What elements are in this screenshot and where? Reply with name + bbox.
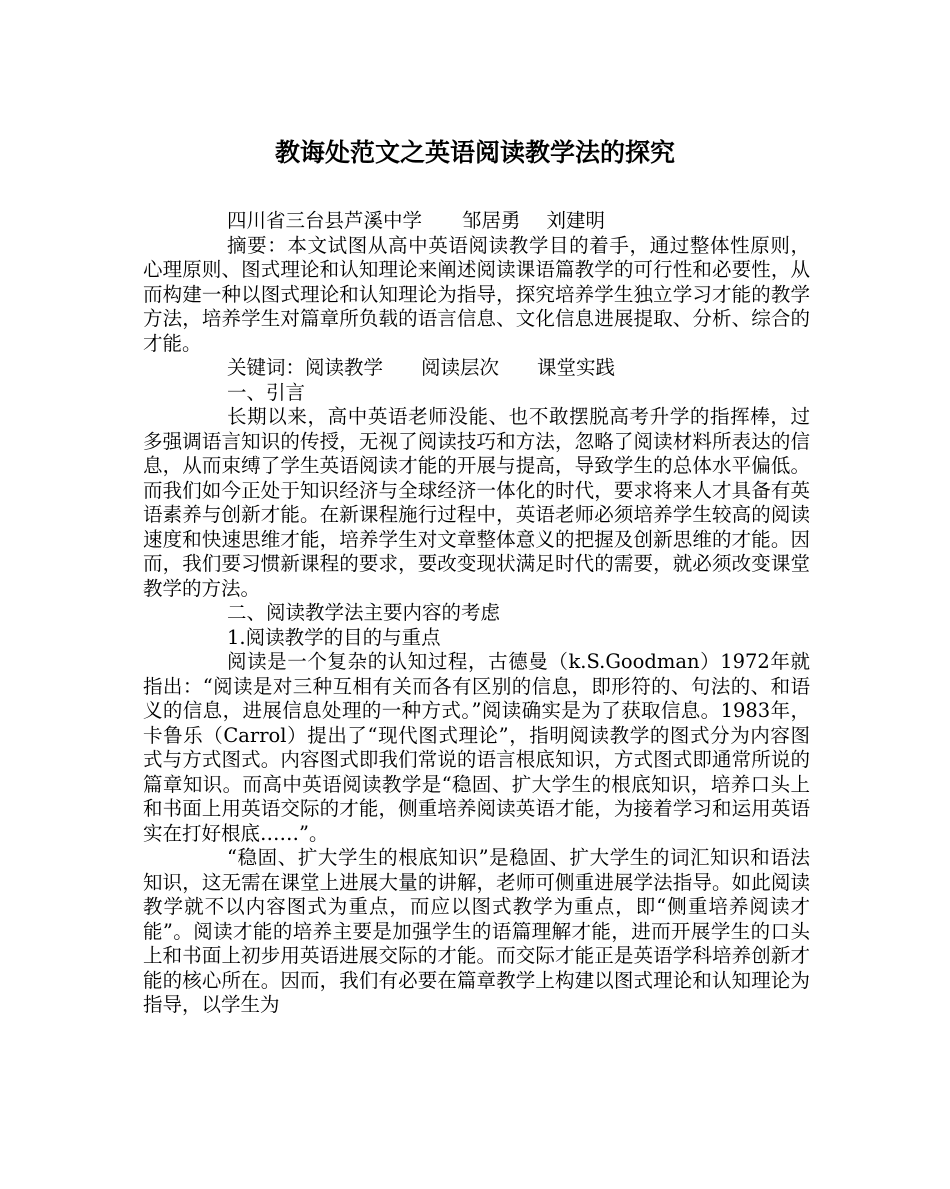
subsection-1-heading: 1.阅读教学的目的与重点 (227, 625, 441, 649)
consolidate-paragraph: “稳固、扩大学生的根底知识”是稳固、扩大学生的词汇知识和语法知识，这无需在课堂上进展大量的讲解，老师可侧重进展学法指导。如此阅读教学就不以内容图式为重点，而应以图式教学为重点，即“侧重培养阅读才能”。阅读才能的培养主要是加强学生的语篇理解才能，进而开展学生的口头上和书面上初步用英语进展交际的才能。而交际才能正是英语学科培养创新才能的核心所在。因而，我们有必要在篇章教学上构建以图式理论和认知理论为指导，以学生为 (143, 846, 810, 1016)
goodman-paragraph: 阅读是一个复杂的认知过程，古德曼（k.S.Goodman）1972年就指出：“阅读是对三种互相有关而各有区别的信息，即形符的、句法的、和语义的信息，进展信息处理的一种方式。”阅读确实是为了获取信息。1983年，卡鲁乐（Carrol）提出了“现代图式理论”，指明阅读教学的图式分为内容图式与方式图式。内容图式即我们常说的语言根底知识，方式图式即通常所说的篇章知识。而高中英语阅读教学是“稳固、扩大学生的根底知识，培养口头上和书面上用英语交际的才能，侧重培养阅读英语才能，为接着学习和运用英语实在打好根底……”。 (143, 650, 810, 845)
byline (143, 209, 810, 234)
keyword-2: 阅读层次 (421, 356, 500, 379)
abstract-paragraph: 摘要：本文试图从高中英语阅读教学目的着手，通过整体性原则，心理原则、图式理论和认知理论来阐述阅读课语篇教学的可行性和必要性，从而构建一种以图式理论和认知理论为指导，探究培养学生独立学习才能的教学方法，培养学生对篇章所负载的语言信息、文化信息进展提取、分析、综合的才能。 (143, 233, 810, 355)
keyword-3: 课堂实践 (537, 356, 616, 379)
section-2-heading: 二、阅读教学法主要内容的考虑 (227, 601, 501, 624)
section-1-heading: 一、引言 (227, 380, 306, 404)
byline-author-2: 刘建明 (546, 209, 606, 232)
keywords-line (143, 356, 810, 381)
keywords-label: 关键词：阅读教学 (227, 356, 384, 379)
section-1-paragraph: 长期以来，高中英语老师没能、也不敢摆脱高考升学的指挥棒，过多强调语言知识的传授，无视了阅读技巧和方法，忽略了阅读材料所表达的信息，从而束缚了学生英语阅读才能的开展与提高，导致学生的总体水平偏低。而我们如今正处于知识经济与全球经济一体化的时代，要求将来人才具备有英语素养与创新才能。在新课程施行过程中，英语老师必须培养学生较高的阅读速度和快速思维才能，培养学生对文章整体意义的把握及创新思维的才能。因而，我们要习惯新课程的要求，要改变现状满足时代的需要，就必须改变课堂教学的方法。 (143, 405, 810, 600)
document-body (143, 209, 810, 1018)
byline-school: 四川省三台县芦溪中学 (227, 209, 423, 232)
byline-author-1: 邹居勇 (462, 209, 521, 232)
document-title: 教诲处范文之英语阅读教学法的探究 (274, 138, 675, 167)
